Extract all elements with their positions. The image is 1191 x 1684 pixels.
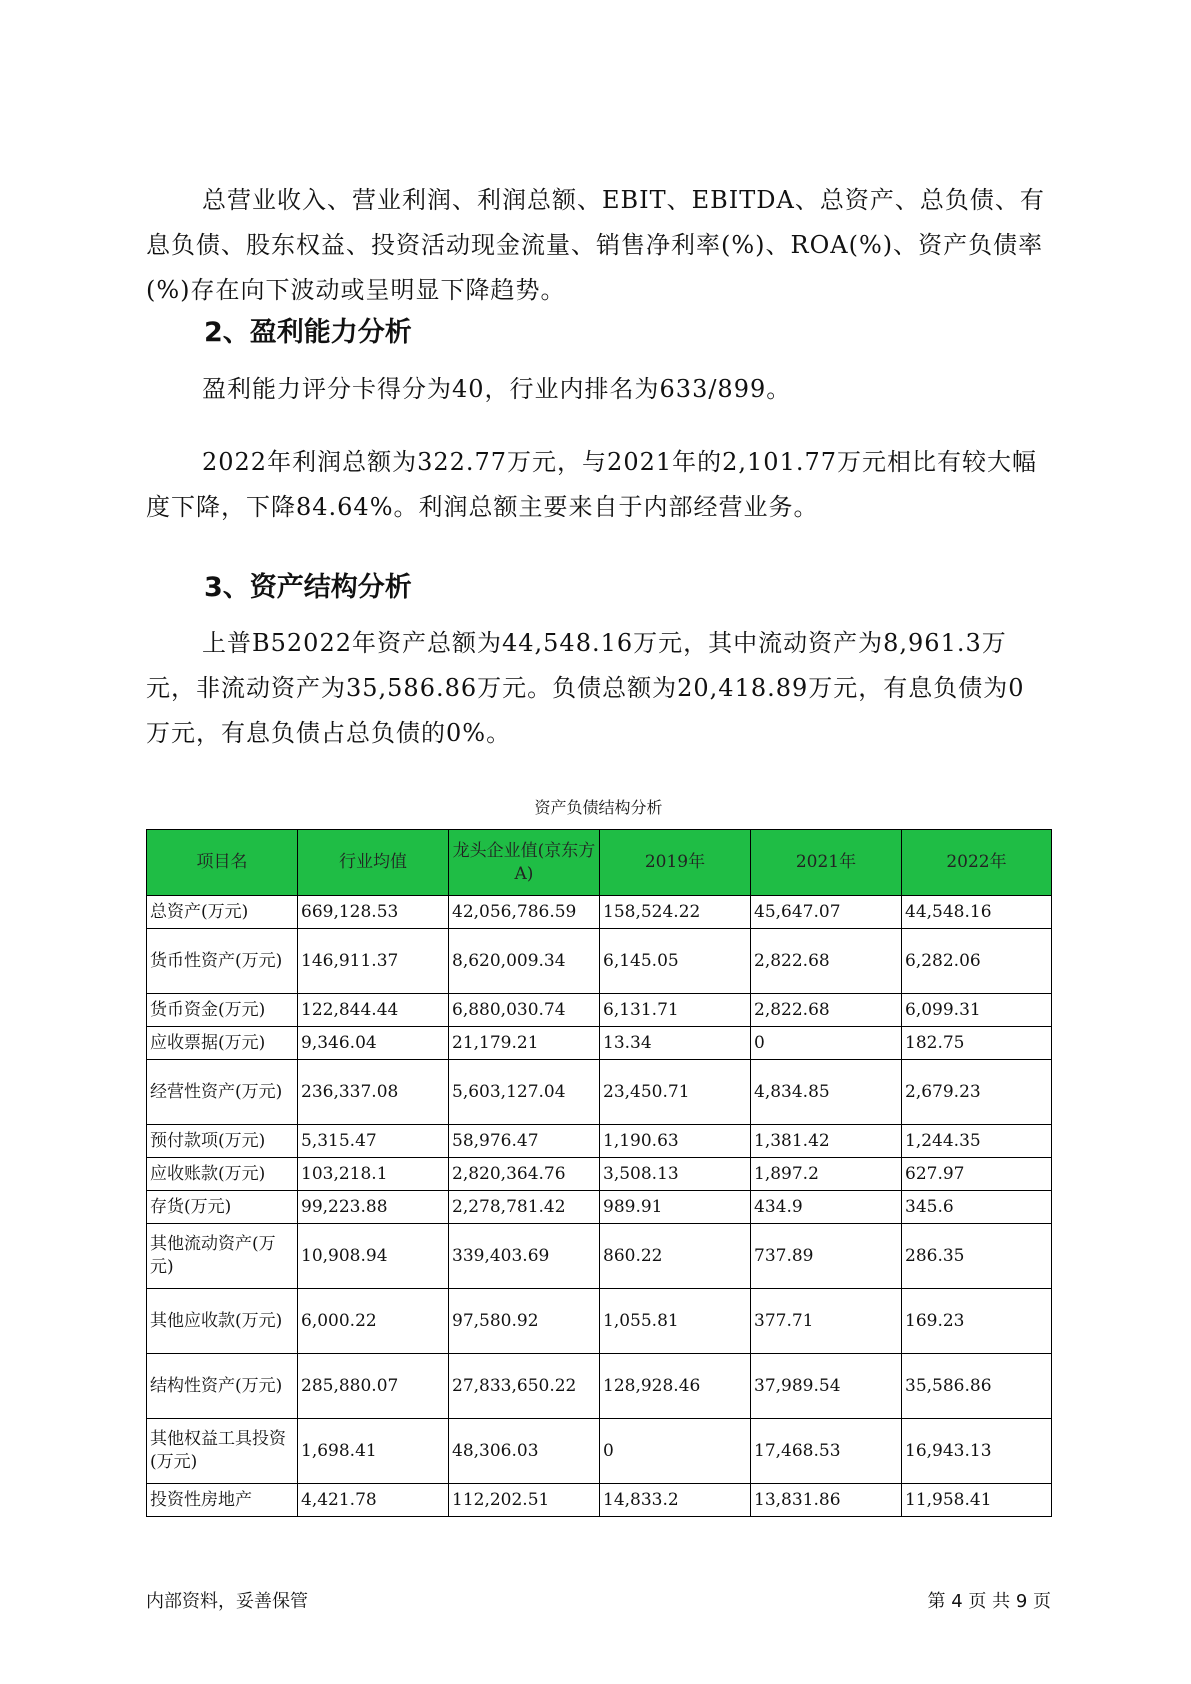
cell: 其他权益工具投资(万元)	[147, 1419, 298, 1484]
cell: 6,099.31	[902, 994, 1052, 1027]
cell: 总资产(万元)	[147, 896, 298, 929]
cell: 应收票据(万元)	[147, 1027, 298, 1060]
cell: 14,833.2	[600, 1484, 751, 1517]
cell: 5,603,127.04	[449, 1060, 600, 1125]
cell: 112,202.51	[449, 1484, 600, 1517]
table-row	[147, 896, 1052, 929]
cell: 13,831.86	[751, 1484, 902, 1517]
cell: 经营性资产(万元)	[147, 1060, 298, 1125]
cell: 58,976.47	[449, 1125, 600, 1158]
cell: 27,833,650.22	[449, 1354, 600, 1419]
table-header-row	[147, 830, 1052, 896]
cell: 45,647.07	[751, 896, 902, 929]
cell: 434.9	[751, 1191, 902, 1224]
table-row	[147, 1060, 1052, 1125]
cell: 6,131.71	[600, 994, 751, 1027]
paragraph-score: 盈利能力评分卡得分为40，行业内排名为633/899。	[202, 375, 792, 403]
cell: 1,381.42	[751, 1125, 902, 1158]
cell: 21,179.21	[449, 1027, 600, 1060]
footer-page-number: 第 4 页 共 9 页	[927, 1591, 1051, 1612]
paragraph-assets: 上普B52022年资产总额为44,548.16万元，其中流动资产为8,961.3万元，非流动资产为35,586.86万元。负债总额为20,418.89万元，有息负债为0万元，有息负债占总负债的0%。	[146, 629, 1025, 747]
cell: 182.75	[902, 1027, 1052, 1060]
cell: 285,880.07	[298, 1354, 449, 1419]
cell: 2,822.68	[751, 929, 902, 994]
cell: 预付款项(万元)	[147, 1125, 298, 1158]
table-row	[147, 1419, 1052, 1484]
cell: 1,190.63	[600, 1125, 751, 1158]
table-row	[147, 1027, 1052, 1060]
cell: 99,223.88	[298, 1191, 449, 1224]
cell: 44,548.16	[902, 896, 1052, 929]
cell: 1,244.35	[902, 1125, 1052, 1158]
cell: 627.97	[902, 1158, 1052, 1191]
cell: 2,679.23	[902, 1060, 1052, 1125]
cell: 存货(万元)	[147, 1191, 298, 1224]
table-row	[147, 929, 1052, 994]
cell: 16,943.13	[902, 1419, 1052, 1484]
cell: 9,346.04	[298, 1027, 449, 1060]
cell: 结构性资产(万元)	[147, 1354, 298, 1419]
cell: 669,128.53	[298, 896, 449, 929]
cell: 6,282.06	[902, 929, 1052, 994]
cell: 122,844.44	[298, 994, 449, 1027]
cell: 128,928.46	[600, 1354, 751, 1419]
cell: 23,450.71	[600, 1060, 751, 1125]
cell: 6,000.22	[298, 1289, 449, 1354]
cell: 4,834.85	[751, 1060, 902, 1125]
heading-profitability: 2、盈利能力分析	[204, 317, 412, 348]
table-row	[147, 994, 1052, 1027]
footer-confidential: 内部资料，妥善保管	[146, 1591, 308, 1612]
cell: 236,337.08	[298, 1060, 449, 1125]
paragraph-profit: 2022年利润总额为322.77万元，与2021年的2,101.77万元相比有较大幅度下降，下降84.64%。利润总额主要来自于内部经营业务。	[146, 448, 1038, 521]
cell: 13.34	[600, 1027, 751, 1060]
table-row	[147, 1289, 1052, 1354]
cell: 0	[751, 1027, 902, 1060]
table-row	[147, 1224, 1052, 1289]
cell: 860.22	[600, 1224, 751, 1289]
cell: 989.91	[600, 1191, 751, 1224]
cell: 8,620,009.34	[449, 929, 600, 994]
cell: 10,908.94	[298, 1224, 449, 1289]
cell: 35,586.86	[902, 1354, 1052, 1419]
cell: 其他应收款(万元)	[147, 1289, 298, 1354]
cell: 146,911.37	[298, 929, 449, 994]
cell: 103,218.1	[298, 1158, 449, 1191]
cell: 1,897.2	[751, 1158, 902, 1191]
cell: 6,880,030.74	[449, 994, 600, 1027]
heading-asset-structure: 3、资产结构分析	[204, 572, 412, 603]
cell: 169.23	[902, 1289, 1052, 1354]
cell: 4,421.78	[298, 1484, 449, 1517]
cell: 2,278,781.42	[449, 1191, 600, 1224]
cell: 应收账款(万元)	[147, 1158, 298, 1191]
cell: 1,055.81	[600, 1289, 751, 1354]
cell: 97,580.92	[449, 1289, 600, 1354]
cell: 5,315.47	[298, 1125, 449, 1158]
cell: 6,145.05	[600, 929, 751, 994]
header-2019: 2019年	[600, 830, 751, 896]
cell: 投资性房地产	[147, 1484, 298, 1517]
cell: 158,524.22	[600, 896, 751, 929]
cell: 2,822.68	[751, 994, 902, 1027]
table-row	[147, 1191, 1052, 1224]
header-leader-value: 龙头企业值(京东方A)	[449, 830, 600, 896]
cell: 1,698.41	[298, 1419, 449, 1484]
cell: 2,820,364.76	[449, 1158, 600, 1191]
cell: 其他流动资产(万元)	[147, 1224, 298, 1289]
table-row	[147, 1354, 1052, 1419]
cell: 339,403.69	[449, 1224, 600, 1289]
cell: 货币性资产(万元)	[147, 929, 298, 994]
balance-structure-table	[146, 829, 1052, 1517]
cell: 48,306.03	[449, 1419, 600, 1484]
header-2022: 2022年	[902, 830, 1052, 896]
cell: 37,989.54	[751, 1354, 902, 1419]
table-row	[147, 1125, 1052, 1158]
header-item-name: 项目名	[147, 830, 298, 896]
cell: 377.71	[751, 1289, 902, 1354]
cell: 17,468.53	[751, 1419, 902, 1484]
table-row	[147, 1484, 1052, 1517]
header-2021: 2021年	[751, 830, 902, 896]
cell: 0	[600, 1419, 751, 1484]
cell: 货币资金(万元)	[147, 994, 298, 1027]
table-row	[147, 1158, 1052, 1191]
cell: 42,056,786.59	[449, 896, 600, 929]
cell: 345.6	[902, 1191, 1052, 1224]
cell: 3,508.13	[600, 1158, 751, 1191]
table-caption: 资产负债结构分析	[534, 798, 663, 817]
cell: 286.35	[902, 1224, 1052, 1289]
cell: 11,958.41	[902, 1484, 1052, 1517]
cell: 737.89	[751, 1224, 902, 1289]
header-industry-avg: 行业均值	[298, 830, 449, 896]
paragraph-trend: 总营业收入、营业利润、利润总额、EBIT、EBITDA、总资产、总负债、有息负债、股东权益、投资活动现金流量、销售净利率(%)、ROA(%)、资产负债率(%)存在向下波动或呈明显下降趋势。	[146, 186, 1045, 304]
